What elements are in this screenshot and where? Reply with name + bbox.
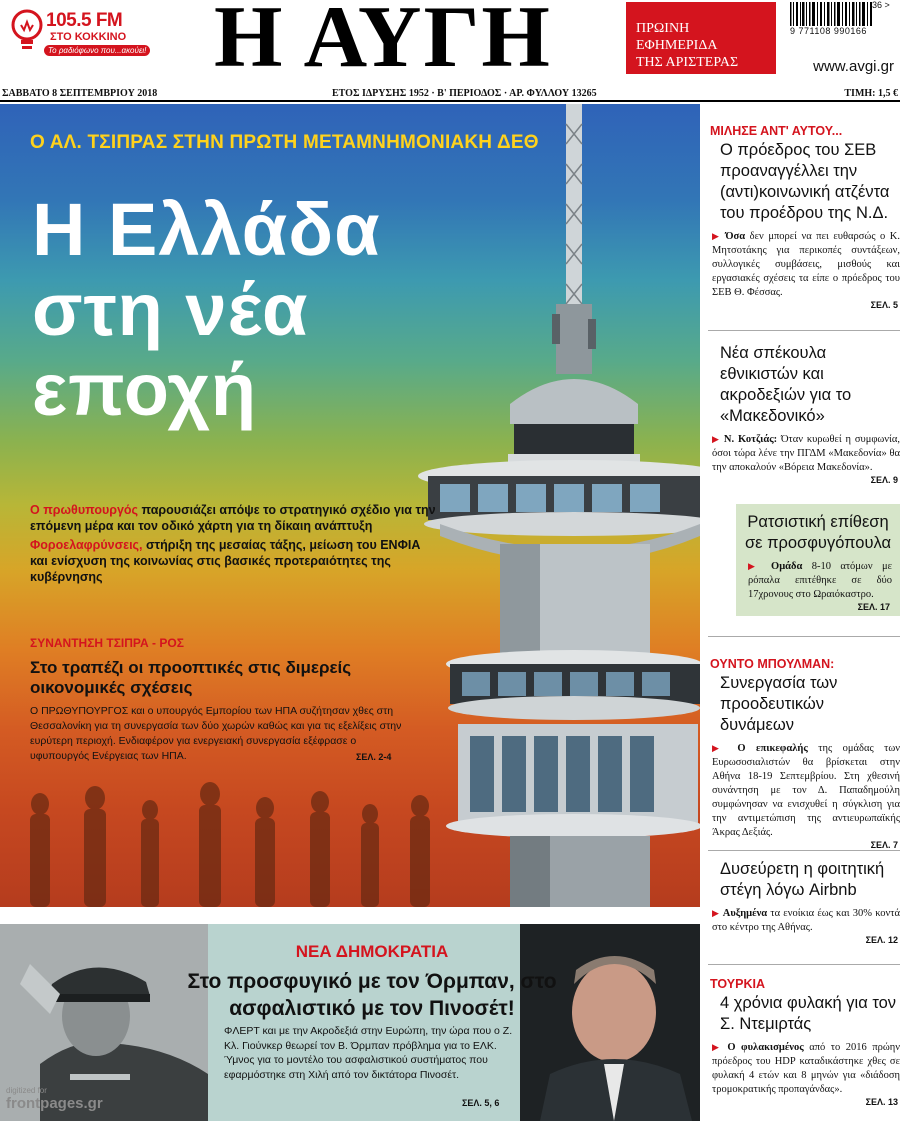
story-kicker: ΤΟΥΡΚΙΑ bbox=[708, 964, 900, 993]
issue-date: ΣΑΒΒΑΤΟ 8 ΣΕΠΤΕΜΒΡΙΟΥ 2018 bbox=[2, 88, 158, 99]
story-headline[interactable]: 4 χρόνια φυλακή για τον Σ. Ντεμιρτάς bbox=[720, 994, 897, 1033]
lead-kicker: Ο ΑΛ. ΤΣΙΠΡΑΣ ΣΤΗΝ ΠΡΩΤΗ ΜΕΤΑΜΝΗΜΟΝΙΑΚΗ ΔΕΘ bbox=[30, 132, 539, 153]
feature-body: ΦΛΕΡΤ και με την Ακροδεξιά στην Ευρώπη, την ώρα που ο Ζ. Κλ. Γιούνκερ θεωρεί τον Β. Όρμπαν πρόβλημα για το ΕΛΚ. Ύμνος για το μοντέλο του ασφαλιστικού συστήματος που εφαρμόστηκε στη Χιλή από τον δικτάτορα Πινοσέτ. bbox=[224, 1025, 513, 1081]
sidebar-story[interactable] bbox=[708, 324, 900, 485]
issue-price: ΤΙΜΗ: 1,5 € bbox=[844, 88, 898, 99]
story-lead: Όσα bbox=[725, 231, 746, 242]
barcode-number: 9 771108 990166 bbox=[788, 26, 898, 36]
website-link[interactable]: www.avgi.gr bbox=[813, 58, 894, 75]
story-headline[interactable]: Νέα σπέκουλα εθνικιστών και ακροδεξιών για το «Μακεδονικό» bbox=[720, 344, 852, 425]
story-headline[interactable]: Ρατσιστική επίθεση σε προσφυγόπουλα bbox=[744, 513, 892, 552]
radio-tagline: Το ραδιόφωνο που...ακούει! bbox=[44, 45, 150, 56]
feature-kicker: ΝΕΑ ΔΗΜΟΚΡΑΤΙΑ bbox=[295, 942, 449, 961]
summary-highlight: Ο πρωθυπουργός bbox=[30, 503, 139, 517]
sidebar-story-boxed[interactable] bbox=[708, 504, 900, 616]
story-text: 8-10 ατόμων με ρόπαλα επιτέθηκε σε δύο 17χρονους στο Ωραιόκαστρο. bbox=[748, 561, 893, 600]
crowd-silhouettes bbox=[0, 764, 460, 907]
substory-body: Ο ΠΡΩΘΥΠΟΥΡΓΟΣ και ο υπουργός Εμπορίου των ΗΠΑ συζήτησαν χθες στη Θεσσαλονίκη για τη συνεργασία των δύο χωρών καθώς και για τις εξελίξεις στην ευρύτερη περιοχή. Ενδιαφέρον για ενεργειακή συνεργασία εξέφρασε ο υφυπουργός Ενέργειας των ΗΠΑ. bbox=[30, 705, 402, 762]
arrow-icon: ▶ bbox=[712, 744, 727, 754]
arrow-icon: ▶ bbox=[712, 1043, 722, 1053]
arrow-icon: ▶ bbox=[712, 435, 721, 445]
story-headline[interactable]: Δυσεύρετη η φοιτητική στέγη λόγω Airbnb bbox=[720, 860, 885, 899]
story-text: τα ενοίκια έως και 30% κοντά στο κέντρο της Αθήνας. bbox=[712, 908, 900, 933]
lightbulb-icon bbox=[10, 8, 44, 54]
summary-paragraph bbox=[30, 537, 440, 585]
feature-headline[interactable]: Στο προσφυγικό με τον Όρμπαν, στο ασφαλιστικό με τον Πινοσέτ! bbox=[187, 970, 557, 1020]
substory-headline[interactable]: Στο τραπέζι οι προοπτικές στις διμερείς οικονομικές σχέσεις bbox=[30, 658, 352, 697]
page-reference: ΣΕΛ. 5 bbox=[870, 300, 898, 310]
page-reference: ΣΕΛ. 12 bbox=[865, 935, 898, 945]
story-body bbox=[708, 427, 900, 475]
story-body bbox=[708, 901, 900, 935]
orban-photo bbox=[520, 924, 700, 1121]
headline-line: εποχή bbox=[32, 347, 258, 431]
lead-headline[interactable] bbox=[32, 190, 381, 430]
arrow-icon: ▶ bbox=[712, 232, 721, 242]
arrow-icon: ▶ bbox=[748, 562, 762, 572]
summary-text: στήριξη της μεσαίας τάξης, μείωση του ΕΝΦΙΑ και ενίσχυση της κοινωνίας στις βασικές προτεραιότητες της κυβέρνησης bbox=[30, 538, 421, 584]
page-reference: ΣΕΛ. 17 bbox=[857, 602, 890, 612]
story-body bbox=[708, 224, 900, 300]
story-lead: Ομάδα bbox=[771, 561, 803, 572]
masthead-slogan-box bbox=[626, 2, 776, 74]
watermark bbox=[6, 1086, 103, 1113]
masthead bbox=[0, 0, 900, 86]
story-text: δεν μπορεί να πει ευθαρσώς ο Κ. Μητσοτάκης για περικοπές συντάξεων, συλλογικές συμβάσεις, μισθούς και εργασιακές σχέσεις τα είπε ο πρόεδρος του ΣΕΒ Θ. Φέσσας. bbox=[712, 231, 900, 298]
radio-logo[interactable] bbox=[10, 6, 160, 58]
dateline bbox=[0, 86, 900, 102]
slogan-line: ΕΦΗΜΕΡΙΔΑ bbox=[636, 38, 718, 53]
issue-code: 36 > bbox=[872, 0, 890, 10]
lead-summary bbox=[30, 502, 440, 588]
page-reference: ΣΕΛ. 7 bbox=[870, 840, 898, 850]
radio-frequency: 105.5 FM bbox=[46, 10, 123, 31]
watermark-big: frontpages.gr bbox=[6, 1095, 103, 1112]
page-reference: ΣΕΛ. 9 bbox=[870, 475, 898, 485]
sidebar-story[interactable] bbox=[708, 964, 900, 1107]
sidebar bbox=[708, 104, 900, 1121]
summary-text: παρουσιάζει απόψε το στρατηγικό σχέδιο για την επόμενη μέρα και τον οδικό χάρτη για τη δίκαιη ανάπτυξη bbox=[30, 503, 436, 533]
story-lead: Ν. Κοτζιάς: bbox=[723, 434, 778, 445]
summary-highlight: Φοροελαφρύνσεις, bbox=[30, 538, 143, 552]
story-lead: Ο φυλακισμένος bbox=[727, 1042, 804, 1053]
story-headline[interactable]: Ο πρόεδρος του ΣΕΒ προαναγγέλλει την (αντι)κοινωνική ατζέντα του προέδρου της Ν.Δ. bbox=[720, 141, 890, 222]
story-kicker: ΜΙΛΗΣΕ ΑΝΤ' ΑΥΤΟΥ... bbox=[710, 124, 843, 138]
story-kicker: ΟΥΝΤΟ ΜΠΟΥΛΜΑΝ: bbox=[708, 636, 900, 673]
story-body bbox=[708, 736, 900, 840]
page-reference: ΣΕΛ. 2-4 bbox=[356, 752, 392, 762]
summary-paragraph bbox=[30, 502, 440, 534]
newspaper-title: Η ΑΥΓΗ bbox=[214, 0, 552, 86]
story-body bbox=[708, 1035, 900, 1097]
story-text: της ομάδας των Ευρωσοσιαλιστών θα βρίσκεται στην Αθήνα 18-19 Σεπτεμβρίου. Στη χθεσινή συνάντηση με τον Δ. Παπαδημούλη συμφώνησαν να ενισχυθεί η σύγκλιση για την αντιμετώπιση της αντιευρωπαϊκής Άκρας Δεξιάς. bbox=[712, 743, 900, 838]
highlight-box bbox=[736, 504, 900, 616]
story-text: από το 2016 πρώην πρόεδρος του HDP καταδικάστηκε χθες σε φυλακή 4 ετών και 8 μηνών για «διάδοση τρομοκρατικής προπαγάνδας». bbox=[712, 1042, 900, 1095]
page-reference: ΣΕΛ. 5, 6 bbox=[462, 1098, 500, 1108]
story-lead: Αυξημένα bbox=[722, 908, 768, 919]
slogan-line: ΤΗΣ ΑΡΙΣΤΕΡΑΣ bbox=[636, 55, 739, 70]
arrow-icon: ▶ bbox=[712, 909, 720, 919]
issue-info: ΕΤΟΣ ΙΔΡΥΣΗΣ 1952 · Β' ΠΕΡΙΟΔΟΣ · ΑΡ. ΦΥΛΛΟΥ 13265 bbox=[332, 88, 597, 99]
lead-story[interactable] bbox=[0, 104, 700, 907]
headline-line: Η Ελλάδα bbox=[32, 188, 381, 271]
page-reference: ΣΕΛ. 13 bbox=[865, 1097, 898, 1107]
substory-kicker: ΣΥΝΑΝΤΗΣΗ ΤΣΙΠΡΑ - ΡΟΣ bbox=[30, 636, 184, 650]
bottom-feature[interactable] bbox=[0, 924, 700, 1121]
radio-name: ΣΤΟ ΚΟΚΚΙΝΟ bbox=[50, 31, 127, 43]
watermark-small: digitized for bbox=[6, 1086, 47, 1095]
slogan-line: ΠΡΩΙΝΗ bbox=[636, 21, 690, 36]
sidebar-story[interactable] bbox=[708, 104, 900, 310]
headline-line: στη νέα bbox=[32, 267, 309, 351]
story-text: Όταν κυρωθεί η συμφωνία, όσοι τώρα λένε την ΠΓΔΜ «Μακεδονία» θα την αποκαλούν «Βόρεια Μακεδονία». bbox=[712, 434, 900, 473]
sidebar-story[interactable] bbox=[708, 844, 900, 945]
story-body bbox=[744, 554, 892, 602]
story-lead: Ο επικεφαλής bbox=[737, 743, 808, 754]
sidebar-story[interactable] bbox=[708, 636, 900, 850]
story-headline[interactable]: Συνεργασία των προοδευτικών δυνάμεων bbox=[720, 674, 838, 734]
